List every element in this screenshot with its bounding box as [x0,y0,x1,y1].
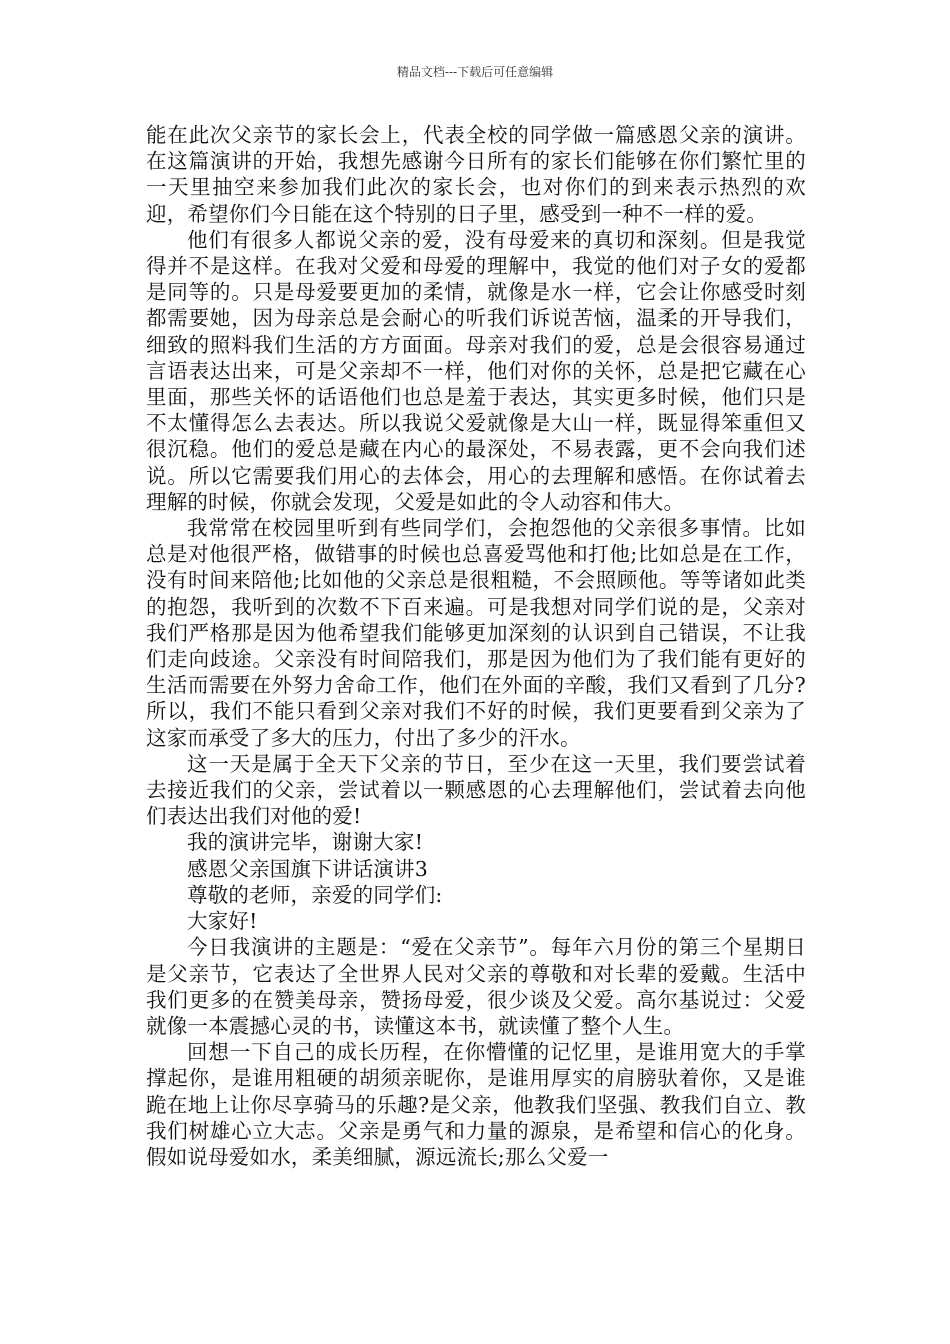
closing-line: 我的演讲完毕，谢谢大家! [187,830,424,855]
document-body [146,122,806,1170]
salutation: 尊敬的老师，亲爱的同学们: [187,882,443,907]
paragraph-2: 他们有很多人都说父亲的爱，没有母爱来的真切和深刻。但是我觉得并不是这样。在我对父爱和母爱的理解中，我觉的他们对子女的爱都是同等的。只是母爱要更加的柔情，就像是水一样，它会让你感受时刻都需要她，因为母亲总是会耐心的听我们诉说苦恼，温柔的开导我们，细致的照料我们生活的方方面面。母亲对我们的爱，总是会很容易通过言语表达出来，可是父亲却不一样，他们对你的关怀，总是把它藏在心里面，那些关怀的话语他们也总是羞于表达，其实更多时候，他们只是不太懂得怎么去表达。所以我说父爱就像是大山一样，既显得笨重但又很沉稳。他们的爱总是藏在内心的最深处，不易表露，更不会向我们述说。所以它需要我们用心的去体会，用心的去理解和感悟。在你试着去理解的时候，你就会发现，父爱是如此的令人动容和伟大。 [146,227,806,514]
page-header: 精品文档---下载后可任意编辑 [396,65,554,79]
paragraph-6: 回想一下自己的成长历程，在你懵懂的记忆里，是谁用宽大的手掌撑起你，是谁用粗硬的胡须亲昵你，是谁用厚实的肩膀驮着你，又是谁跪在地上让你尽享骑马的乐趣?是父亲，他教我们坚强、教我们自立、教我们树雄心立大志。父亲是勇气和力量的源泉，是希望和信心的化身。假如说母爱如水，柔美细腻，源远流长;那么父爱一 [146,1040,806,1169]
greeting: 大家好! [187,909,258,934]
paragraph-4: 这一天是属于全天下父亲的节日，至少在这一天里，我们要尝试着去接近我们的父亲，尝试着以一颗感恩的心去理解他们，尝试着去向他们表达出我们对他的爱! [146,751,806,829]
paragraph-3: 我常常在校园里听到有些同学们，会抱怨他的父亲很多事情。比如总是对他很严格，做错事的时候也总喜爱骂他和打他;比如总是在工作，没有时间来陪他;比如他的父亲总是很粗糙，不会照顾他。等等诸如此类的抱怨，我听到的次数不下百来遍。可是我想对同学们说的是，父亲对我们严格那是因为他希望我们能够更加深刻的认识到自己错误，不让我们走向歧途。父亲没有时间陪我们，那是因为他们为了我们能有更好的生活而需要在外努力舍命工作，他们在外面的辛酸，我们又看到了几分?所以，我们不能只看到父亲对我们不好的时候，我们更要看到父亲为了这家而承受了多大的压力，付出了多少的汗水。 [146,516,806,750]
section-title: 感恩父亲国旗下讲话演讲3 [187,856,428,881]
paragraph-5: 今日我演讲的主题是：“爱在父亲节”。每年六月份的第三个星期日是父亲节，它表达了全世界人民对父亲的尊敬和对长辈的爱戴。生活中我们更多的在赞美母亲，赞扬母爱，很少谈及父爱。高尔基说过：父爱就像一本震撼心灵的书，读懂这本书，就读懂了整个人生。 [146,935,806,1038]
paragraph-1: 能在此次父亲节的家长会上，代表全校的同学做一篇感恩父亲的演讲。在这篇演讲的开始，我想先感谢今日所有的家长们能够在你们繁忙里的一天里抽空来参加我们此次的家长会，也对你们的到来表示热烈的欢迎，希望你们今日能在这个特别的日子里，感受到一种不一样的爱。 [146,123,806,226]
